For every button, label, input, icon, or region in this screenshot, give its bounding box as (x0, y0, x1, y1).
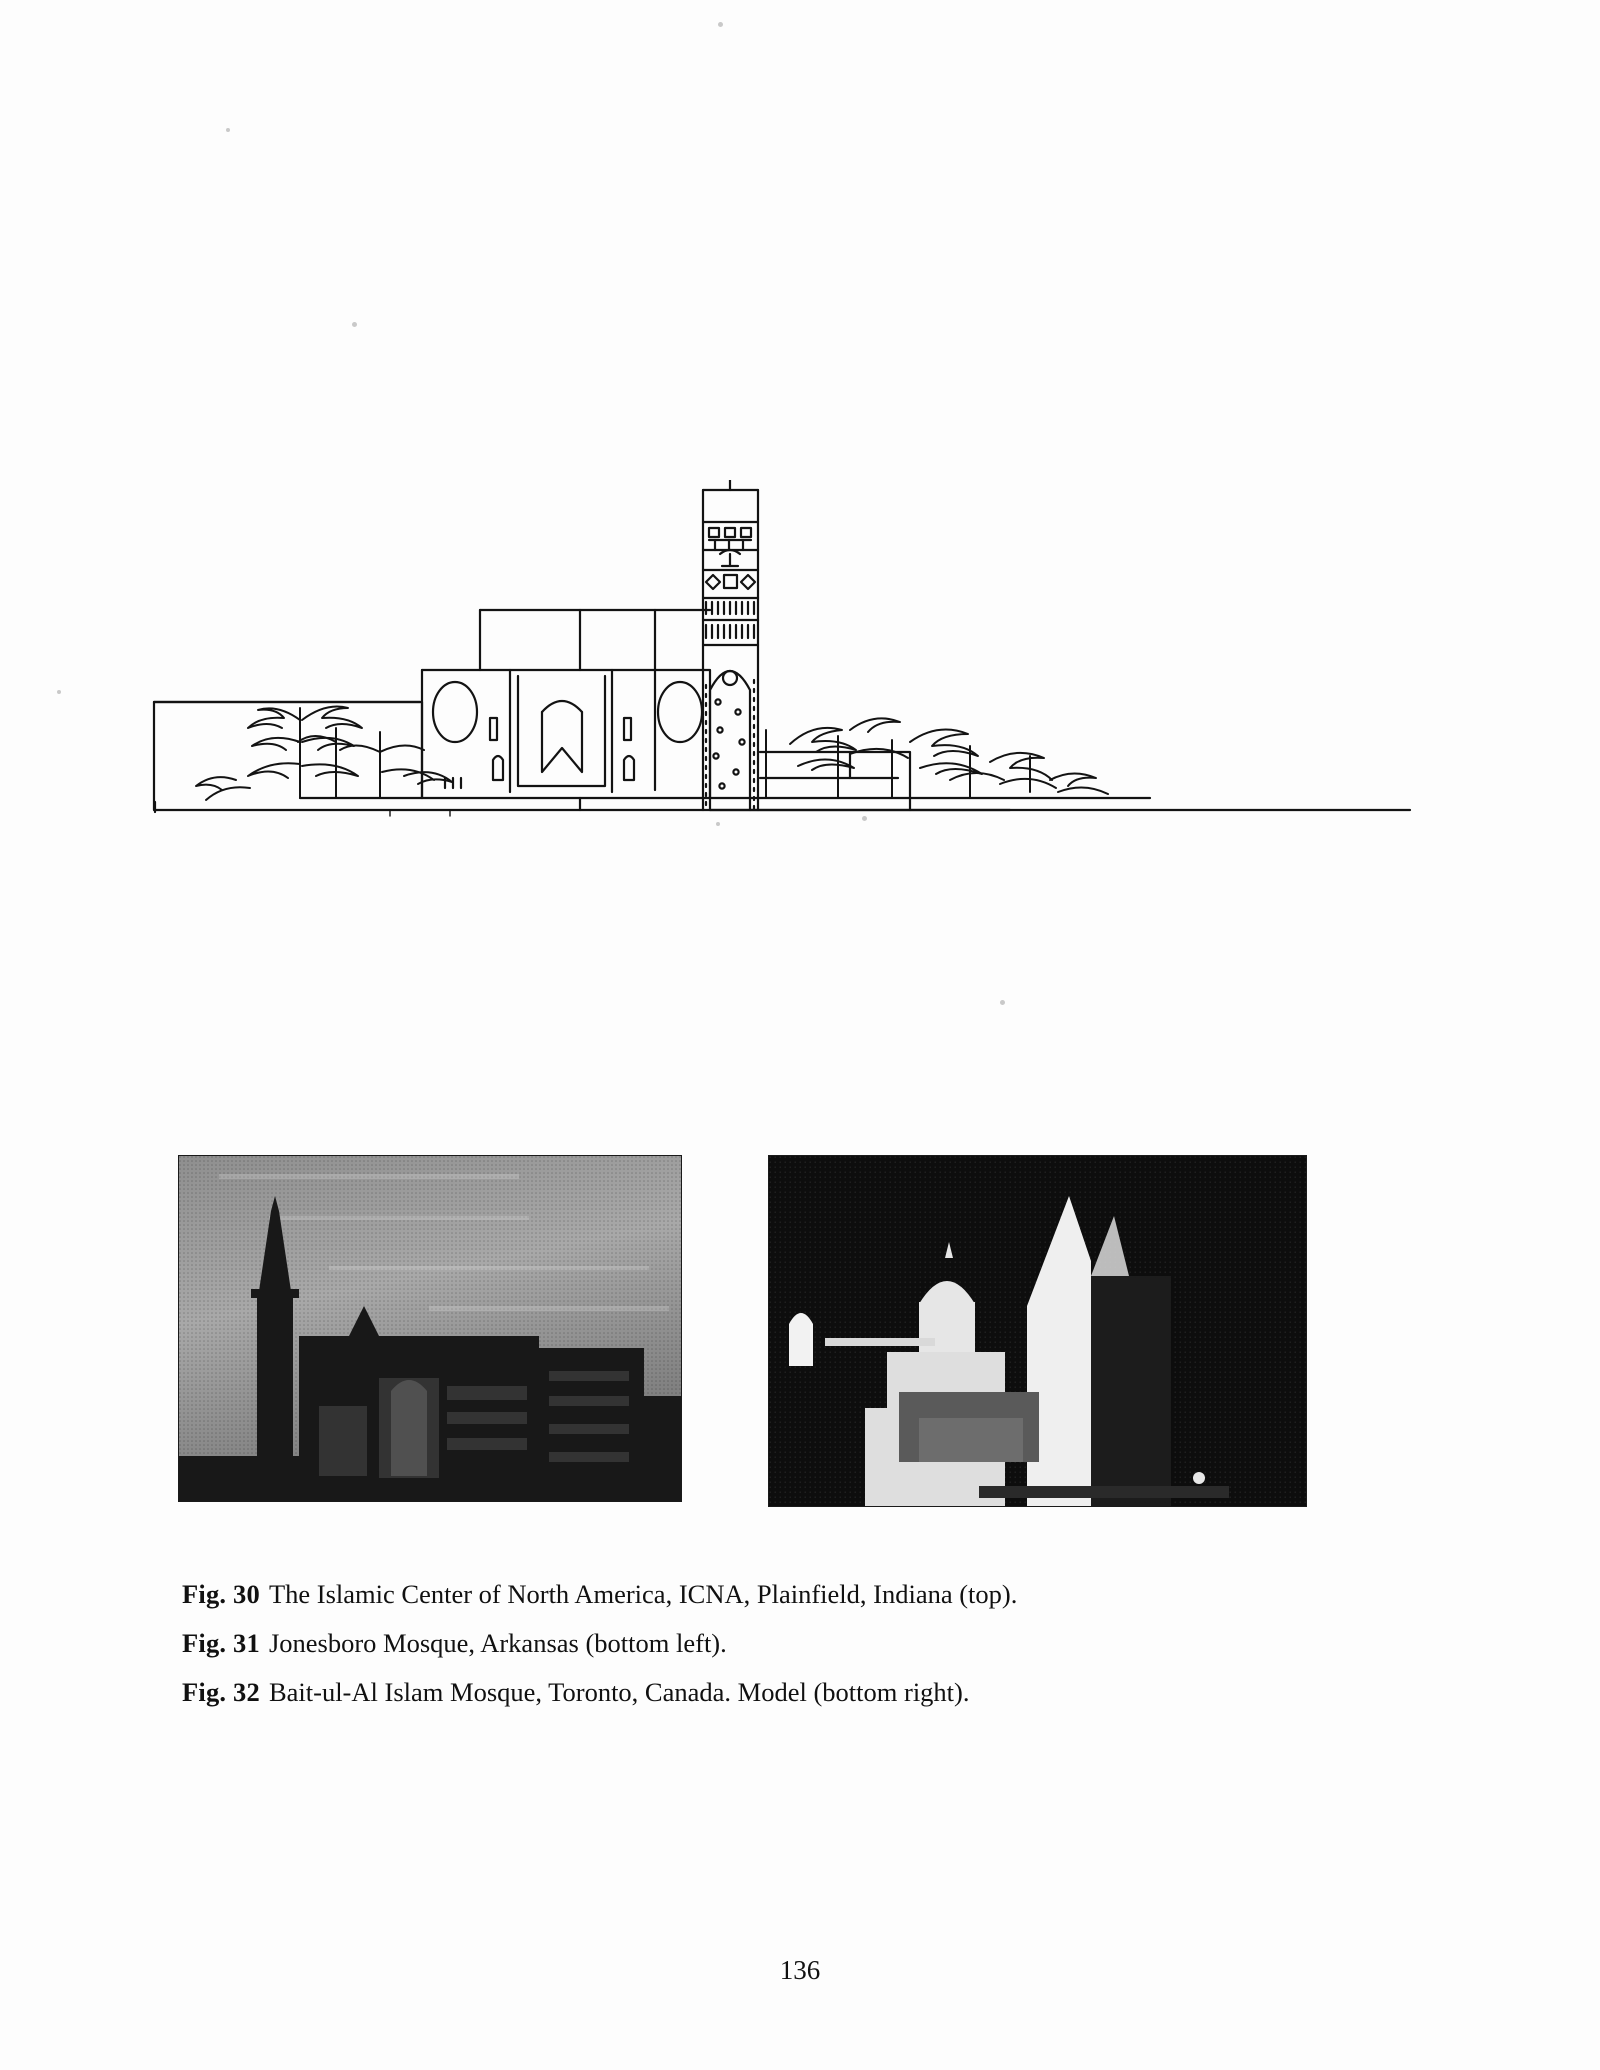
figure-30-line-drawing (150, 480, 1450, 1100)
figure-31-photograph (178, 1155, 682, 1502)
caption-fig-30 (182, 1570, 1382, 1619)
caption-label: Fig. 32 (182, 1677, 260, 1707)
caption-fig-31 (182, 1619, 1382, 1668)
caption-label: Fig. 30 (182, 1579, 260, 1609)
caption-text: The Islamic Center of North America, ICNA, Plainfield, Indiana (top). (268, 1579, 1018, 1609)
caption-fig-32 (182, 1668, 1382, 1717)
caption-text: Jonesboro Mosque, Arkansas (bottom left). (268, 1628, 727, 1658)
caption-text: Bait-ul-Al Islam Mosque, Toronto, Canada. Model (bottom right). (268, 1677, 970, 1707)
scan-speck (57, 690, 61, 694)
photo-row (178, 1155, 1323, 1505)
scan-speck (226, 128, 230, 132)
figure-32-photograph (768, 1155, 1307, 1507)
scan-speck (718, 22, 723, 27)
figure-captions (182, 1570, 1382, 1717)
scan-speck (352, 322, 357, 327)
page-number: 136 (779, 1955, 821, 1985)
caption-label: Fig. 31 (182, 1628, 260, 1658)
